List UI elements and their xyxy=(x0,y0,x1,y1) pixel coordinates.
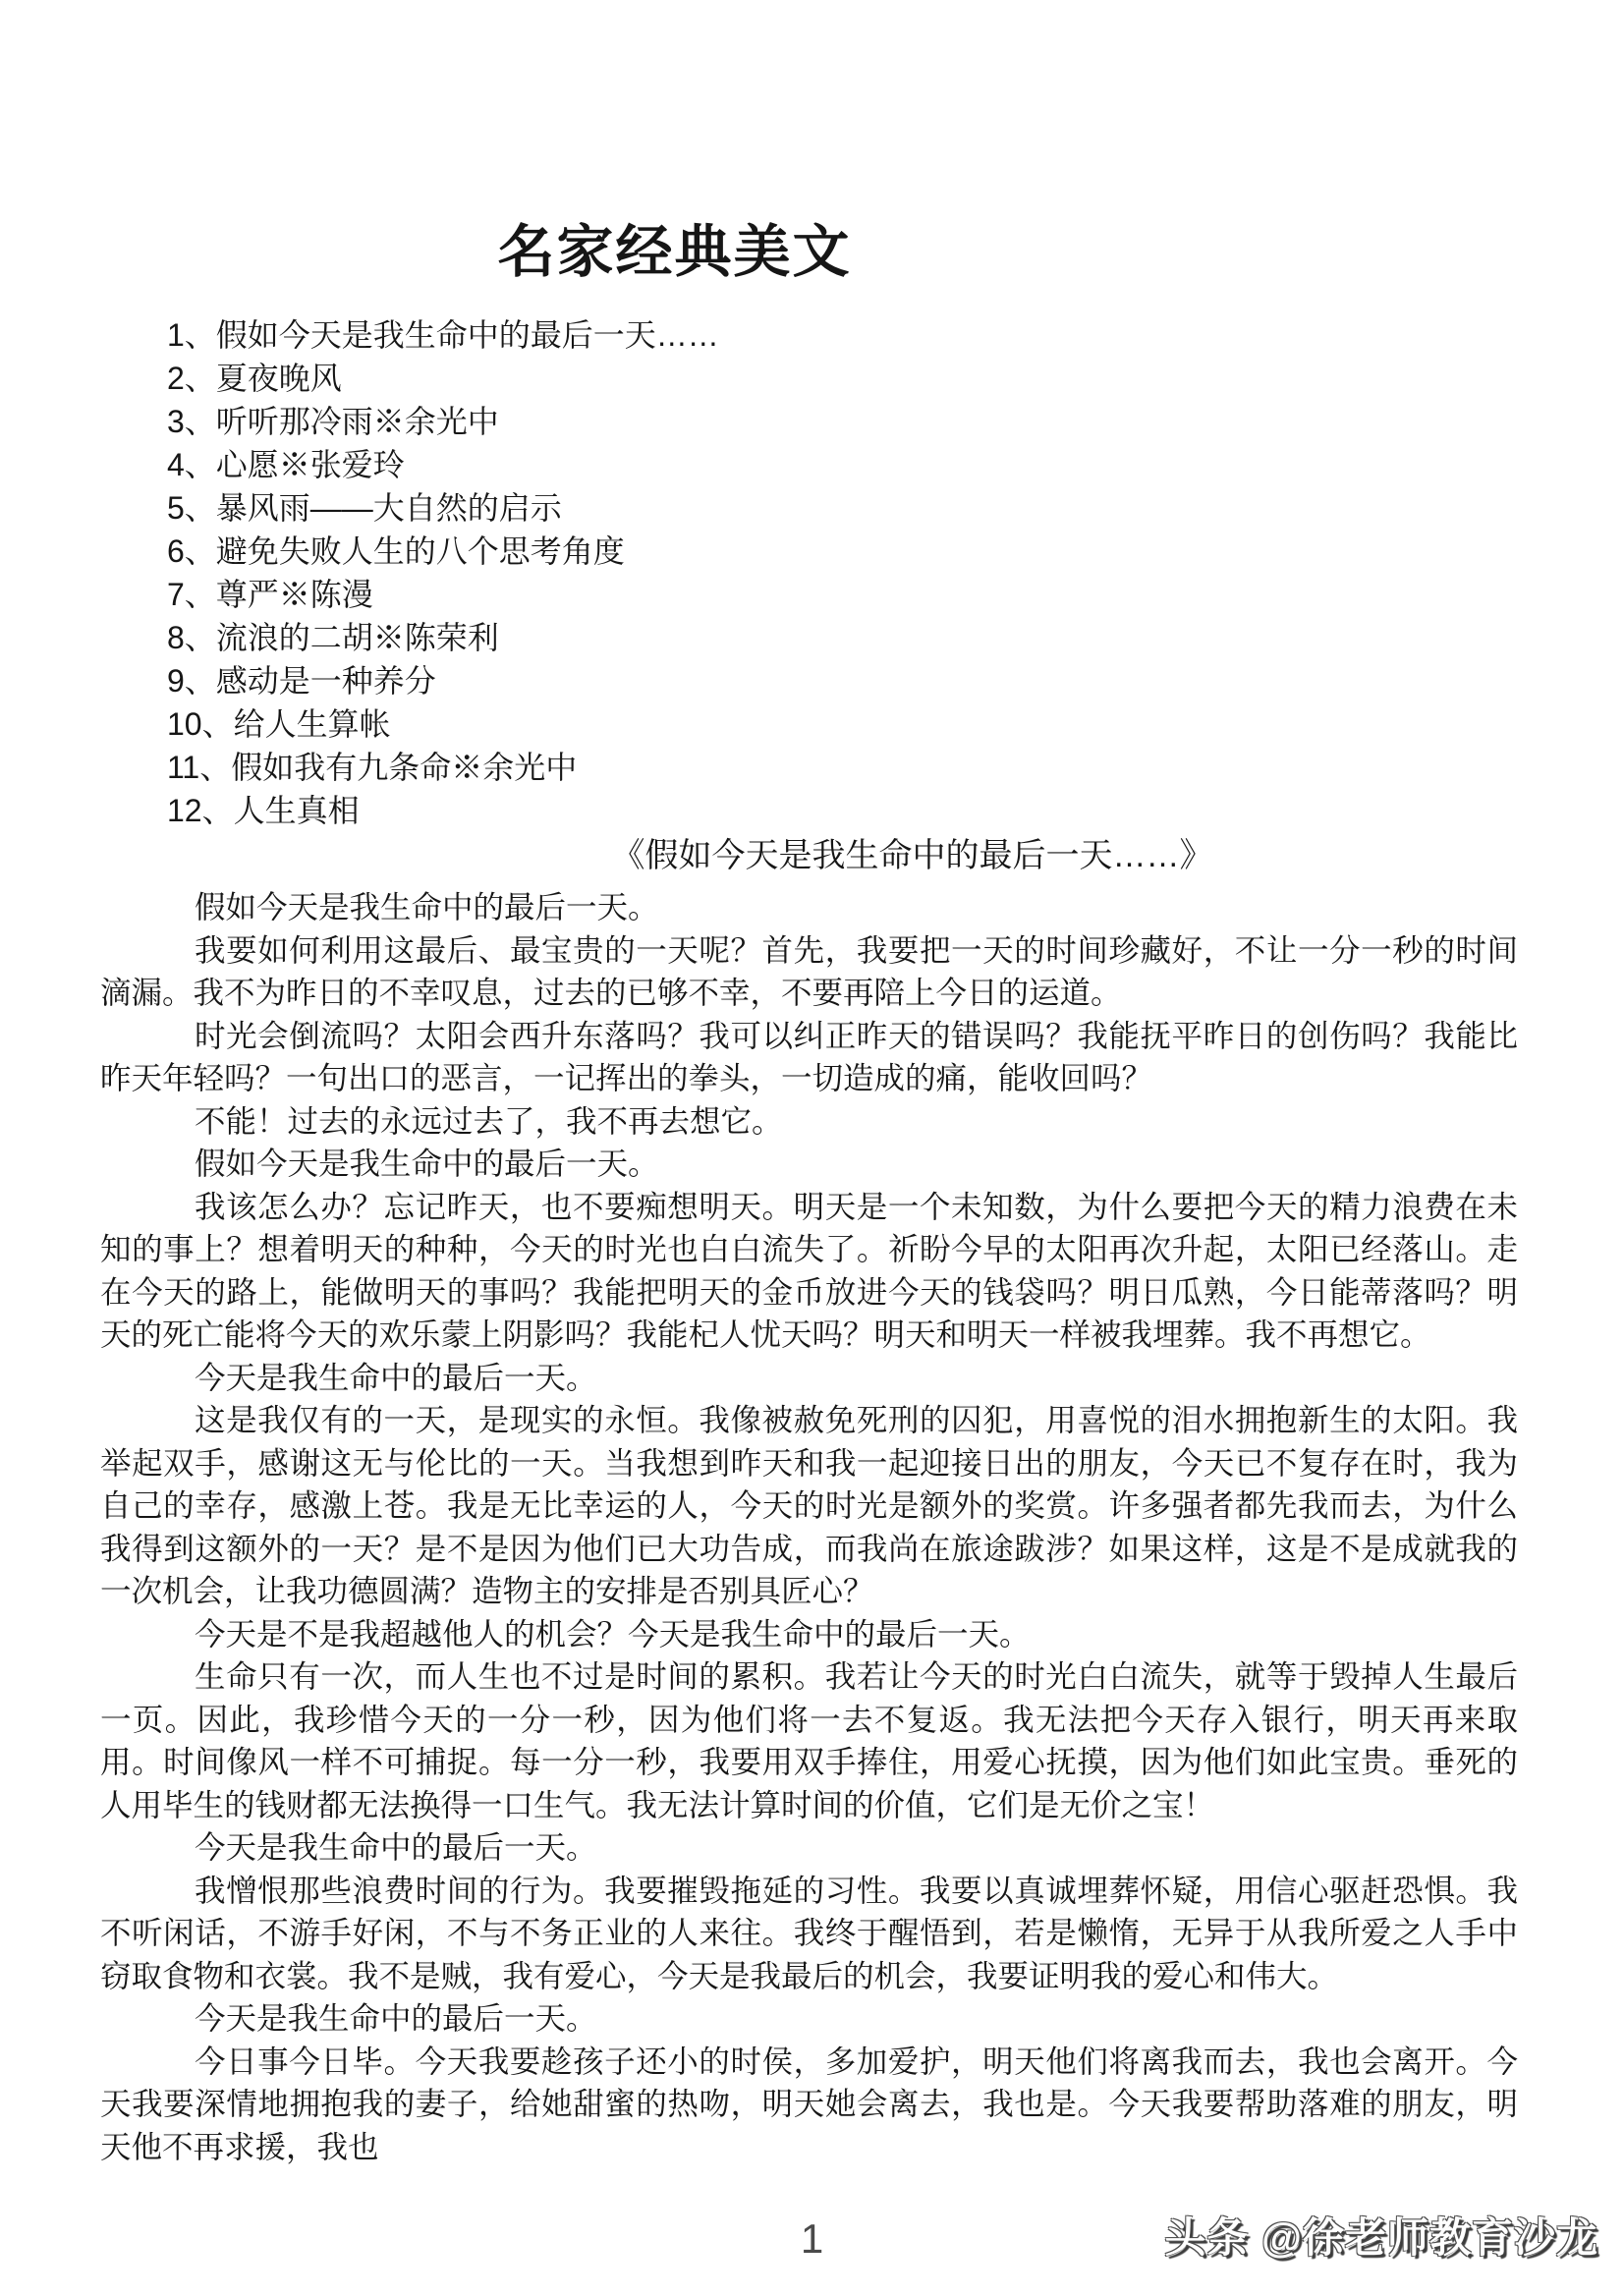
essay-paragraph: 今天是我生命中的最后一天。 xyxy=(195,1359,597,1395)
essay-paragraph: 假如今天是我生命中的最后一天。 xyxy=(195,889,659,924)
toc-item: 12、人生真相 xyxy=(167,793,360,828)
essay-paragraph: 不能！过去的永远过去了，我不再去想它。 xyxy=(195,1102,783,1139)
watermark: 头条 @徐老师教育沙龙 xyxy=(1164,2214,1598,2261)
toc-item: 9、感动是一种养分 xyxy=(167,663,436,699)
essay-paragraph: 假如今天是我生命中的最后一天。 xyxy=(195,1146,659,1181)
toc-item: 7、尊严※陈漫 xyxy=(167,577,373,612)
essay-paragraph: 今天是不是我超越他人的机会？今天是我生命中的最后一天。 xyxy=(195,1615,1031,1652)
page-footer xyxy=(0,2208,1624,2296)
toc-list xyxy=(167,313,1624,832)
essay-paragraph: 今天是我生命中的最后一天。 xyxy=(195,2000,597,2036)
essay-paragraph: 我憎恨那些浪费时间的行为。我要摧毁拖延的习性。我要以真诚埋葬怀疑，用信心驱赶恐惧。我不听闲话，不游手好闲，不与不务正业的人来往。我终于醒悟到，若是懒惰，无异于从我所爱之人手中窃取食物和衣裳。我不是贼，我有爱心，今天是我最后的机会，我要证明我的爱心和伟大。 xyxy=(100,1872,1518,1993)
toc-item: 11、假如我有九条命※余光中 xyxy=(167,750,578,785)
toc-item: 5、暴风雨——大自然的启示 xyxy=(167,490,562,526)
essay-paragraph: 今日事今日毕。今天我要趁孩子还小的时侯，多加爱护，明天他们将离我而去，我也会离开。今天我要深情地拥抱我的妻子，给她甜蜜的热吻，明天她会离去，我也是。今天我要帮助落难的朋友，明天他不再求援，我也 xyxy=(100,2043,1518,2164)
essay-paragraph: 我要如何利用这最后、最宝贵的一天呢？首先，我要把一天的时间珍藏好，不让一分一秒的时间滴漏。我不为昨日的不幸叹息，过去的已够不幸，不要再陪上今日的运道。 xyxy=(100,931,1518,1010)
page-number: 1 xyxy=(800,2215,824,2262)
toc-item: 10、给人生算帐 xyxy=(167,706,391,742)
toc-item: 6、避免失败人生的八个思考角度 xyxy=(167,533,625,569)
toc-item: 2、夏夜晚风 xyxy=(167,361,342,396)
toc-item: 1、假如今天是我生命中的最后一天…… xyxy=(167,317,719,353)
essay-paragraph: 我该怎么办？忘记昨天，也不要痴想明天。明天是一个未知数，为什么要把今天的精力浪费在未知的事上？想着明天的种种，今天的时光也白白流失了。祈盼今早的太阳再次升起，太阳已经落山。走在今天的路上，能做明天的事吗？我能把明天的金币放进今天的钱袋吗？明日瓜熟，今日能蒂落吗？明天的死亡能将今天的欢乐蒙上阴影吗？我能杞人忧天吗？明天和明天一样被我埋葬。我不再想它。 xyxy=(100,1188,1518,1352)
essay-paragraph: 这是我仅有的一天，是现实的永恒。我像被赦免死刑的囚犯，用喜悦的泪水拥抱新生的太阳。我举起双手，感谢这无与伦比的一天。当我想到昨天和我一起迎接日出的朋友，今天已不复存在时，我为自己的幸存，感激上苍。我是无比幸运的人，今天的时光是额外的奖赏。许多强者都先我而去，为什么我得到这额外的一天？是不是因为他们已大功告成，而我尚在旅途跋涉？如果这样，这是不是成就我的一次机会，让我功德圆满？造物主的安排是否别具匠心？ xyxy=(100,1402,1518,1608)
essay-heading-row xyxy=(0,834,1624,884)
essay-paragraph: 生命只有一次，而人生也不过是时间的累积。我若让今天的时光白白流失，就等于毁掉人生最后一页。因此，我珍惜今天的一分一秒，因为他们将一去不复返。我无法把今天存入银行，明天再来取用。时间像风一样不可捕捉。每一分一秒，我要用双手捧住，用爱心抚摸，因为他们如此宝贵。垂死的人用毕生的钱财都无法换得一口生气。我无法计算时间的价值，它们是无价之宝！ xyxy=(100,1658,1518,1822)
toc-item: 8、流浪的二胡※陈荣利 xyxy=(167,620,499,655)
doc-title: 名家经典美文 xyxy=(497,220,852,284)
essay-heading: 《假如今天是我生命中的最后一天……》 xyxy=(611,837,1213,874)
toc-item: 4、心愿※张爱玲 xyxy=(167,447,405,482)
doc-title-row xyxy=(0,0,1624,300)
toc-item: 3、听听那冷雨※余光中 xyxy=(167,404,499,439)
essay-body xyxy=(0,884,1624,2168)
essay-paragraph: 今天是我生命中的最后一天。 xyxy=(195,1829,597,1865)
essay-paragraph: 时光会倒流吗？太阳会西升东落吗？我可以纠正昨天的错误吗？我能抚平昨日的创伤吗？我能比昨天年轻吗？一句出口的恶言，一记挥出的拳头，一切造成的痛，能收回吗？ xyxy=(100,1017,1518,1095)
